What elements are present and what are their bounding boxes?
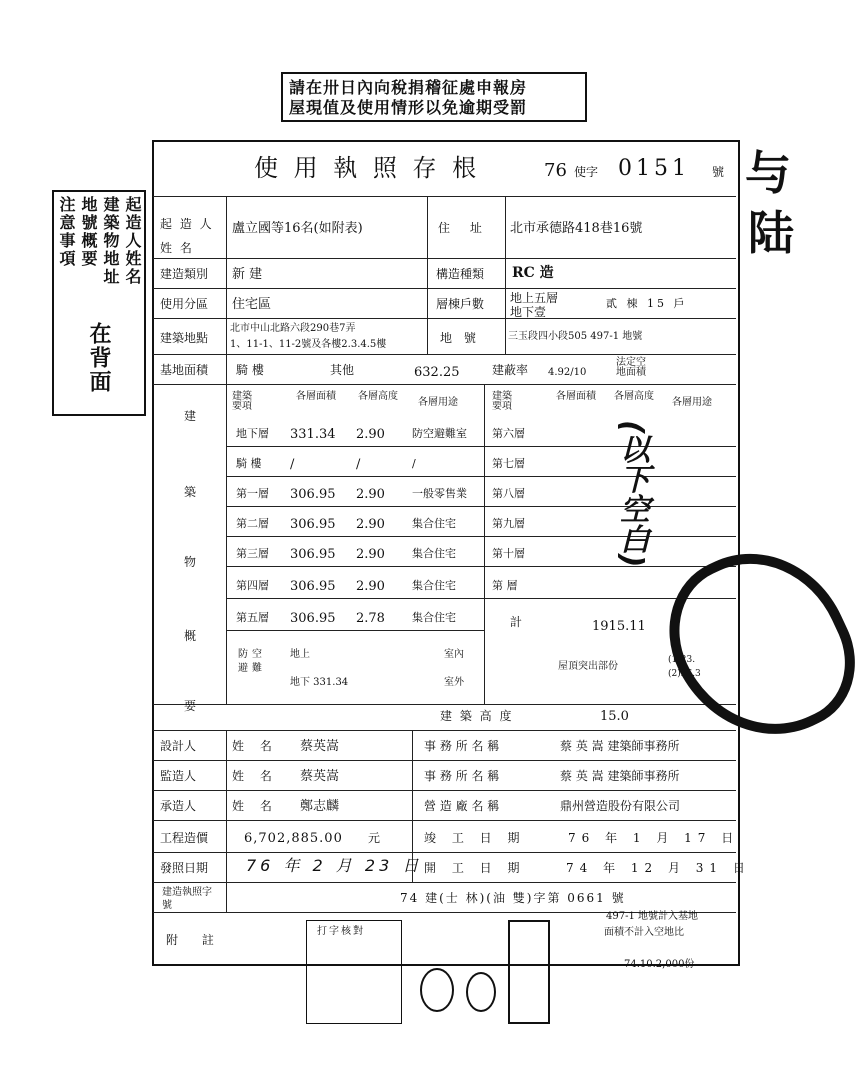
header-col1: 建築要項: [232, 391, 252, 412]
floors-down: 地下壹: [510, 305, 547, 319]
side-note-remark: 在背面: [86, 322, 112, 394]
floor-use: 集合住宅: [412, 611, 456, 624]
shelter-out: 室外: [444, 677, 464, 688]
floor-height: 2.90: [356, 487, 385, 502]
floor-name: 第五層: [236, 611, 269, 624]
header-col2-right: 各層面積: [556, 391, 596, 402]
site-line2: 1、11-1、11-2號及各樓2.3.4.5樓: [230, 339, 387, 350]
area-value: 632.25: [414, 365, 460, 380]
build-label-d: 概: [184, 629, 197, 643]
permit-suffix: 號: [712, 165, 725, 179]
person-org: 蔡 英 嵩 建築師事務所: [560, 739, 680, 753]
build-label-a: 建: [184, 409, 197, 423]
shelter-in: 室內: [444, 649, 464, 660]
coverage-value: 4.92/10: [548, 367, 587, 378]
roof-val-2: (2)26.3: [668, 669, 701, 679]
addr-value: 北市承德路418巷16號: [510, 221, 643, 236]
right-floor-name: 第六層: [492, 427, 525, 440]
issue-value: 76 年 2 月 23 日: [246, 856, 423, 875]
person-name-label: 姓 名: [232, 739, 278, 753]
remark-text-2: 面積不計入空地比: [604, 927, 684, 938]
owner-value: 盧立國等16名(如附表): [232, 221, 363, 236]
page-title: 使 用 執 照 存 根: [254, 154, 481, 182]
person-name: 鄭志麟: [300, 799, 340, 814]
permit-word: 使字: [574, 165, 599, 179]
right-floor-name: 第 層: [492, 579, 518, 592]
floor-name: 第三層: [236, 547, 269, 560]
person-name: 蔡英嵩: [300, 739, 340, 754]
seal-stamp: [420, 968, 454, 1012]
floor-use: 集合住宅: [412, 547, 456, 560]
floor-name: 第四層: [236, 579, 269, 592]
person-role: 監造人: [160, 769, 197, 783]
side-note-col4: 注意事項: [57, 196, 76, 268]
floor-use: 集合住宅: [412, 517, 456, 530]
floor-height: 2.90: [356, 547, 385, 562]
floors-label: 層棟戶數: [436, 297, 485, 311]
lot-label: 地 號: [440, 331, 480, 345]
remark-text-1: 497-1 地號計入基地: [606, 911, 699, 922]
height-value: 15.0: [600, 709, 629, 724]
margin-mark-2: 陆: [748, 206, 794, 260]
floor-use: 集合住宅: [412, 579, 456, 592]
person-role: 承造人: [160, 799, 197, 813]
header-col2: 各層面積: [296, 391, 336, 402]
person-org-label: 事 務 所 名 稱: [424, 739, 500, 753]
shelter-below: 地下 331.34: [290, 677, 349, 688]
side-note-col1: 起造人姓名: [123, 196, 142, 286]
person-name-label: 姓 名: [232, 799, 278, 813]
zone-value: 住宅區: [232, 297, 272, 312]
total-value: 1915.11: [592, 619, 646, 634]
floor-area: /: [290, 457, 295, 472]
permit-year: 76: [544, 160, 567, 181]
shelter-above: 地上: [290, 649, 310, 660]
roof-label: 屋頂突出部份: [558, 661, 618, 672]
owner-label: 起 造 人 姓 名: [160, 217, 214, 255]
total-label: 計: [510, 615, 523, 629]
print-check-box: [306, 920, 402, 1024]
addr-label: 住 址: [438, 221, 490, 235]
permit-label: 建造執照字號: [162, 887, 212, 911]
floor-area: 331.34: [290, 427, 336, 442]
floor-height: /: [356, 457, 361, 472]
floor-height: 2.90: [356, 517, 385, 532]
notice-line1: 請在卅日內向稅捐稽征處申報房: [289, 78, 528, 97]
floor-height: 2.90: [356, 579, 385, 594]
header-col3: 各層高度: [358, 391, 398, 402]
zone-label: 使用分區: [160, 297, 209, 311]
person-org: 蔡 英 嵩 建築師事務所: [560, 769, 680, 783]
floor-area: 306.95: [290, 487, 336, 502]
header-col4: 各層用途: [418, 397, 458, 408]
build-label-e: 要: [184, 699, 197, 713]
area-other: 其他: [330, 363, 355, 377]
floors-extra: 貳 棟 15 戶: [606, 297, 688, 310]
floor-name: 第二層: [236, 517, 269, 530]
floor-area: 306.95: [290, 517, 336, 532]
floor-height: 2.78: [356, 611, 385, 626]
floor-height: 2.90: [356, 427, 385, 442]
site-line1: 北市中山北路六段290巷7弄: [230, 323, 356, 334]
footer-print-run: 74.10.2,000份: [624, 959, 695, 970]
header-col3-right: 各層高度: [614, 391, 654, 402]
roof-val-1: (1)23.: [668, 655, 696, 665]
site-label: 建築地點: [160, 331, 209, 345]
done-label: 竣 工 日 期: [424, 831, 526, 845]
struct-label: 構造種類: [436, 267, 485, 281]
coverage-label: 建蔽率: [492, 363, 529, 377]
seal-stamp-2: [466, 972, 496, 1012]
cost-unit: 元: [368, 831, 381, 845]
start-label: 開 工 日 期: [424, 861, 526, 875]
person-name-label: 姓 名: [232, 769, 278, 783]
floor-use: 防空避難室: [412, 427, 467, 440]
floor-area: 306.95: [290, 547, 336, 562]
person-name: 蔡英嵩: [300, 769, 340, 784]
floor-name: 地下層: [236, 427, 269, 440]
done-value: 76 年 1 月 17 日: [568, 831, 740, 845]
build-label-c: 物: [184, 555, 197, 569]
side-note-col2: 建築物地址: [101, 196, 120, 286]
area-arcade: 騎 樓: [236, 363, 264, 377]
notice-box: [281, 72, 587, 122]
type-value: 新 建: [232, 267, 263, 282]
margin-mark-top: 与: [745, 146, 791, 200]
right-floor-name: 第九層: [492, 517, 525, 530]
cost-value: 6,702,885.00: [244, 831, 343, 846]
permit-number: 0151: [618, 156, 690, 181]
struct-value: RC 造: [512, 265, 554, 281]
right-floor-name: 第十層: [492, 547, 525, 560]
person-org-label: 事 務 所 名 稱: [424, 769, 500, 783]
floor-name: 騎 樓: [236, 457, 262, 470]
person-org-label: 營 造 廠 名 稱: [424, 799, 500, 813]
print-check-label: 打字核對: [317, 926, 365, 937]
height-label: 建 築 高 度: [440, 709, 514, 723]
blank-note: (以下空白): [614, 420, 649, 568]
cost-label: 工程造價: [160, 831, 209, 845]
floor-area: 306.95: [290, 611, 336, 626]
approval-stamp-col: [508, 920, 550, 1024]
issue-label: 發照日期: [160, 861, 209, 875]
area-label: 基地面積: [160, 363, 209, 377]
floors-up: 地上五層: [510, 291, 559, 305]
lot-value: 三玉段四小段505 497-1 地號: [508, 331, 643, 342]
floor-name: 第一層: [236, 487, 269, 500]
legal-open-label: 法定空地面積: [616, 357, 646, 378]
floor-use: /: [412, 457, 416, 470]
right-floor-name: 第七層: [492, 457, 525, 470]
permit-value: 74 建(士 林)(油 雙)字第 0661 號: [400, 891, 626, 905]
person-org: 鼎州營造股份有限公司: [560, 799, 681, 813]
shelter-label: 防空避難: [238, 649, 266, 674]
side-note-box: [52, 190, 146, 416]
floor-area: 306.95: [290, 579, 336, 594]
build-label-b: 築: [184, 485, 197, 499]
floor-use: 一般零售業: [412, 487, 467, 500]
right-floor-name: 第八層: [492, 487, 525, 500]
side-note-col3: 地號概要: [79, 196, 98, 268]
header-col4-right: 各層用途: [672, 397, 712, 408]
start-value: 74 年 12 月 31 日: [566, 861, 751, 875]
type-label: 建造類別: [160, 267, 209, 281]
header-col1-right: 建築要項: [492, 391, 512, 412]
remark-label: 附 註: [166, 933, 224, 947]
notice-line2: 屋現值及使用情形以免逾期受罰: [289, 98, 528, 117]
person-role: 設計人: [160, 739, 197, 753]
